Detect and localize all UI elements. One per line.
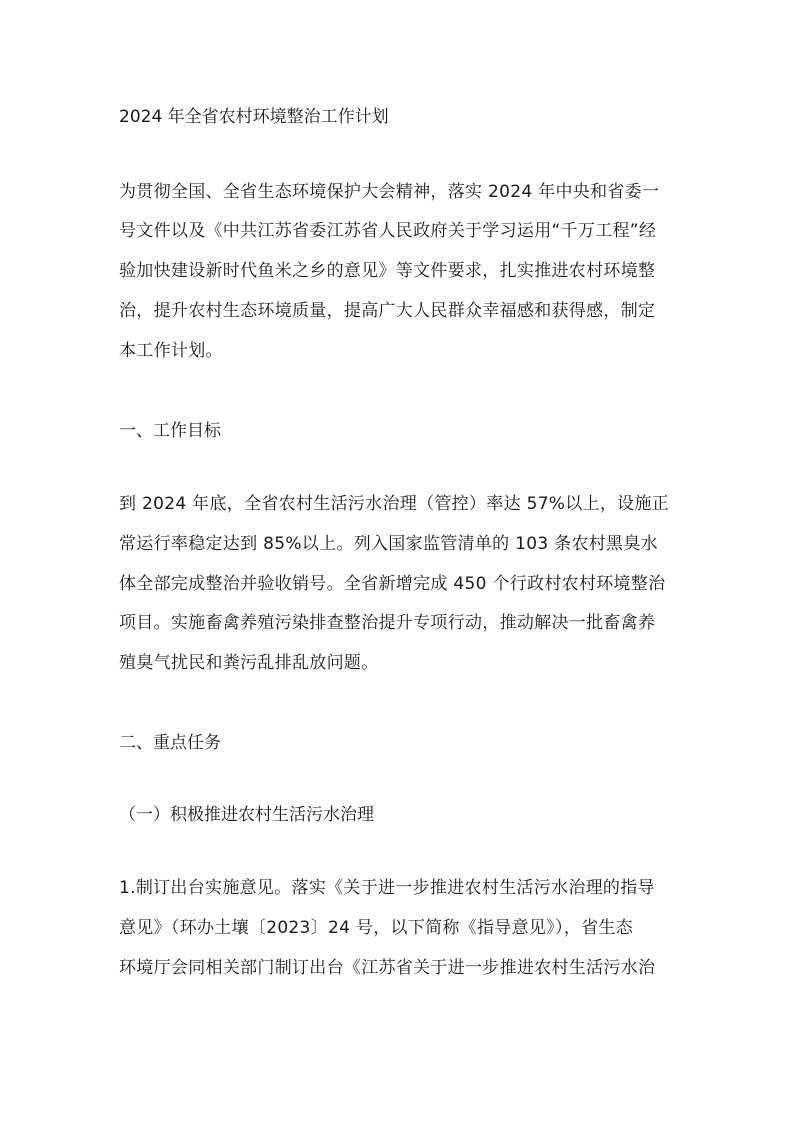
- document-title: 2024 年全省农村环境整治工作计划: [119, 107, 389, 127]
- intro-line: 本工作计划。: [119, 341, 223, 361]
- intro-line: 治，提升农村生态环境质量，提高广大人民群众幸福感和获得感，制定: [119, 301, 656, 321]
- section-heading-tasks: 二、重点任务: [119, 733, 221, 753]
- item-line: 环境厅会同相关部门制订出台《江苏省关于进一步推进农村生活污水治: [119, 958, 656, 978]
- section-heading-goals: 一、工作目标: [119, 421, 221, 441]
- item-line: 1.制订出台实施意见。落实《关于进一步推进农村生活污水治理的指导: [119, 878, 655, 898]
- goals-line: 常运行率稳定达到 85%以上。列入国家监管清单的 103 条农村黑臭水: [119, 534, 658, 554]
- item-line: 意见》（环办土壤〔2023〕24 号，以下简称《指导意见》），省生态: [119, 918, 633, 938]
- goals-line: 体全部完成整治并验收销号。全省新增完成 450 个行政村农村环境整治: [119, 574, 666, 594]
- subsection-heading-sewage: （一）积极推进农村生活污水治理: [119, 805, 374, 825]
- intro-line: 号文件以及《中共江苏省委江苏省人民政府关于学习运用“千万工程”经: [119, 221, 657, 241]
- goals-line: 项目。实施畜禽养殖污染排查整治提升专项行动，推动解决一批畜禽养: [119, 613, 656, 633]
- intro-line: 验加快建设新时代鱼米之乡的意见》等文件要求，扎实推进农村环境整: [119, 261, 656, 281]
- goals-line: 到 2024 年底，全省农村生活污水治理（管控）率达 57%以上，设施正: [119, 494, 670, 514]
- goals-line: 殖臭气扰民和粪污乱排乱放问题。: [119, 653, 379, 673]
- intro-line: 为贯彻全国、全省生态环境保护大会精神，落实 2024 年中央和省委一: [119, 182, 660, 202]
